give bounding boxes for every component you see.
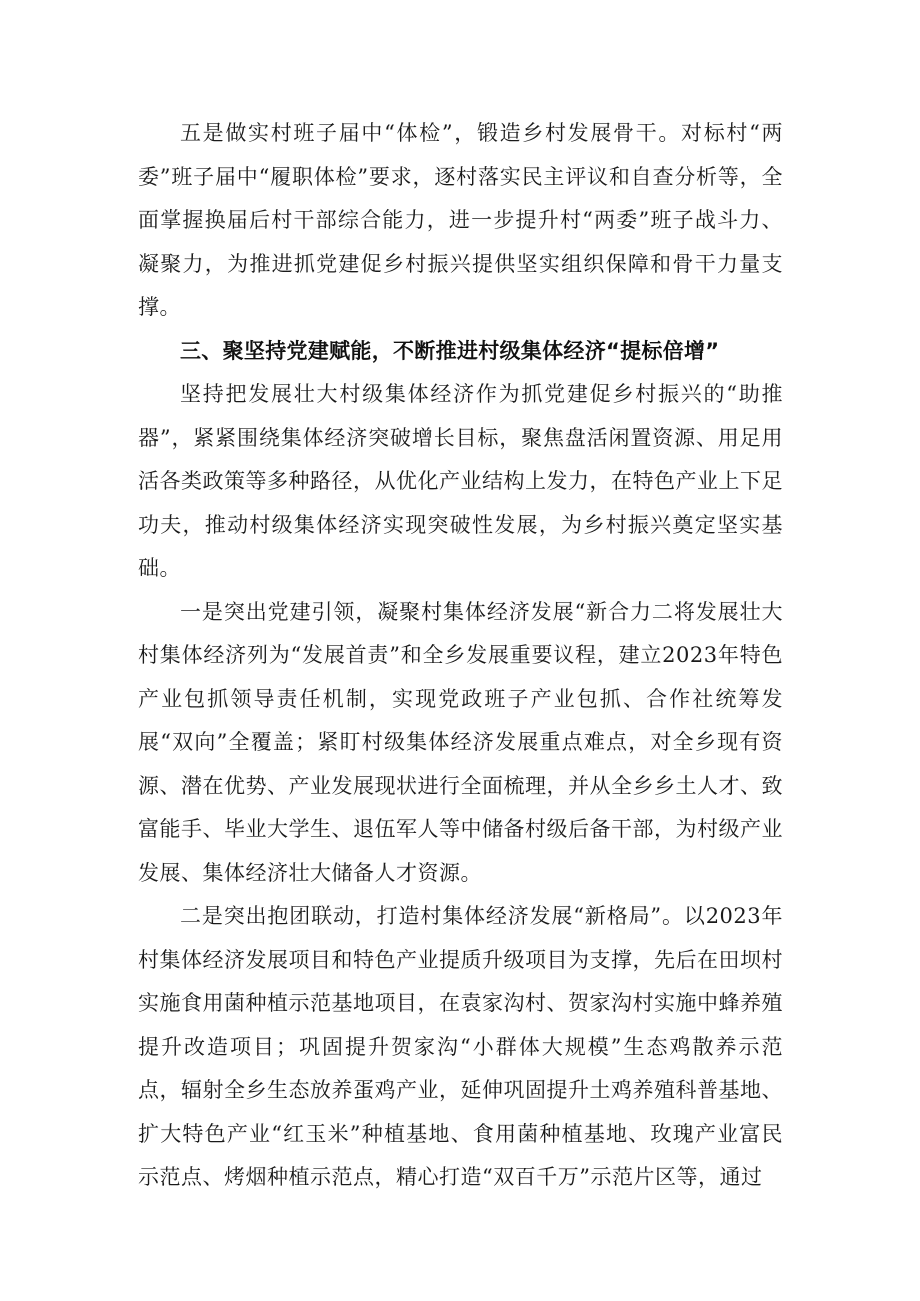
paragraph-item-one: 一是突出党建引领，凝聚村集体经济发展“新合力二将发展壮大村集体经济列为“发展首责”和全乡发展重要议程，建立2023年特色产业包抓领导责任机制，实现党政班子产业包抓、合作社统筹发展“双向”全覆盖；紧盯村级集体经济发展重点难点，对全乡现有资源、潜在优势、产业发展现状进行全面梳理，并从全乡乡土人才、致富能手、毕业大学生、退伍军人等中储备村级后备干部，为村级产业发展、集体经济壮大储备人才资源。 <box>138 599 783 885</box>
paragraph-item-five: 五是做实村班子届中“体检”，锻造乡村发展骨干。对标村“两委”班子届中“履职体检”要求，逐村落实民主评议和自查分析等，全面掌握换届后村干部综合能力，进一步提升村“两委”班子战斗力、凝聚力，为推进抓党建促乡村振兴提供坚实组织保障和骨干力量支撑。 <box>138 121 783 319</box>
document-body <box>138 112 783 1200</box>
paragraph-item-two: 二是突出抱团联动，打造村集体经济发展“新格局”。以2023年村集体经济发展项目和特色产业提质升级项目为支撑，先后在田坝村实施食用菌种植示范基地项目，在袁家沟村、贺家沟村实施中蜂养殖提升改造项目；巩固提升贺家沟“小群体大规模”生态鸡散养示范点，辐射全乡生态放养蛋鸡产业，延伸巩固提升土鸡养殖科普基地、扩大特色产业“红玉米”种植基地、食用菌种植基地、玫瑰产业富民示范点、烤烟种植示范点，精心打造“双百千万”示范片区等，通过 <box>138 904 783 1189</box>
section-heading-three: 三、聚坚持党建赋能，不断推进村级集体经济“提标倍增” <box>180 338 720 363</box>
paragraph-section-intro: 坚持把发展壮大村级集体经济作为抓党建促乡村振兴的“助推器”，紧紧围绕集体经济突破增长目标，聚焦盘活闲置资源、用足用活各类政策等多种路径，从优化产业结构上发力，在特色产业上下足功夫，推动村级集体经济实现突破性发展，为乡村振兴奠定坚实基础。 <box>138 382 783 580</box>
